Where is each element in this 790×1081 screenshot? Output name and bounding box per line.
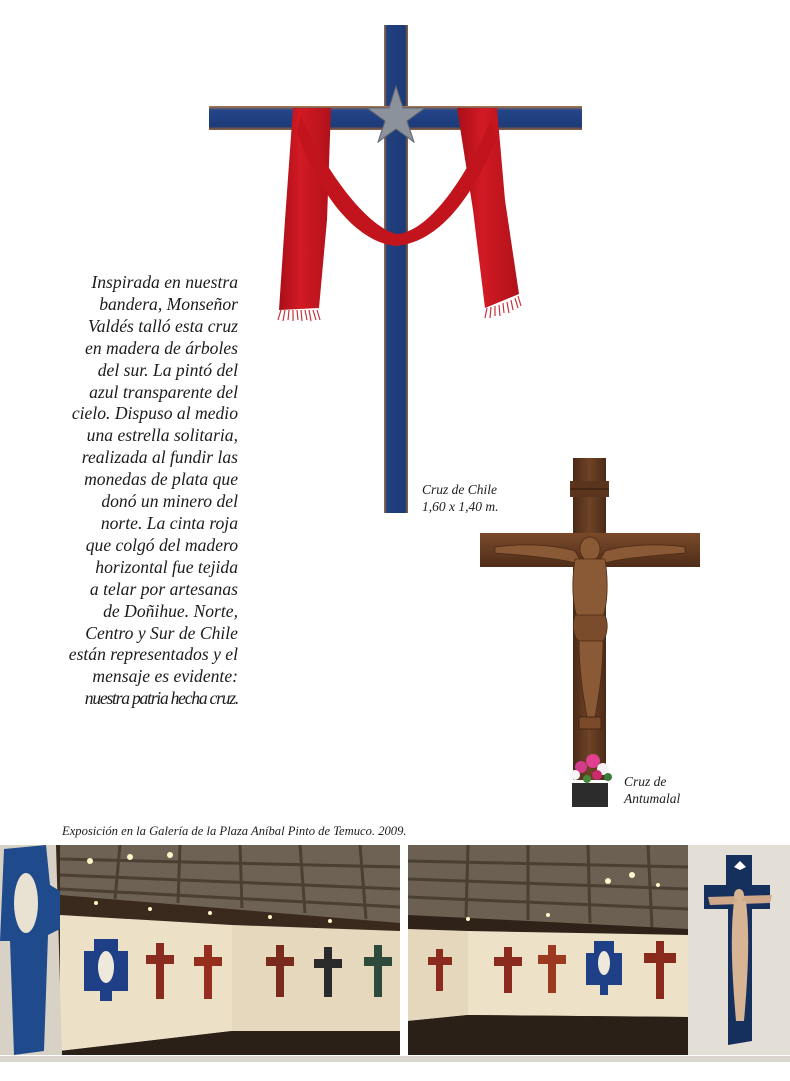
- text-line: nuestra patria hecha cruz.: [84, 688, 238, 709]
- text-line: a telar por artesanas: [89, 578, 238, 599]
- antumalal-crucifix-photo: [475, 455, 705, 815]
- caption-antumalal: [624, 773, 680, 807]
- text-line: realizada al fundir las: [81, 447, 238, 468]
- text-line: en madera de árboles: [85, 337, 238, 358]
- text-line: Inspirada en nuestra: [91, 272, 238, 292]
- caption-line: Cruz de Chile: [422, 482, 498, 497]
- text-line: de Doñihue. Norte,: [103, 600, 238, 621]
- text-line: azul transparente del: [89, 381, 238, 402]
- text-line: bandera, Monseñor: [99, 293, 238, 314]
- caption-line: 1,60 x 1,40 m.: [422, 499, 499, 514]
- gallery-photo-left: [0, 845, 400, 1055]
- text-line: del sur. La pintó del: [97, 359, 238, 380]
- caption-line: Antumalal: [624, 791, 681, 806]
- text-line: Centro y Sur de Chile: [85, 622, 238, 643]
- text-line: horizontal fue tejida: [95, 556, 238, 577]
- bottom-divider: [0, 1056, 790, 1062]
- caption-line: Exposición en la Galería de la Plaza Aníbal Pinto de Temuco. 2009.: [62, 824, 407, 838]
- text-line: que colgó del madero: [85, 534, 238, 555]
- chile-cross-photo: [205, 20, 590, 520]
- text-line: una estrella solitaria,: [86, 425, 238, 446]
- text-line: donó un minero del: [101, 491, 238, 512]
- text-line: monedas de plata que: [84, 469, 238, 490]
- text-line: norte. La cinta roja: [100, 512, 238, 533]
- text-line: están representados y el: [68, 644, 238, 665]
- crucifix-footrest: [579, 717, 601, 729]
- caption-line: Cruz de: [624, 774, 667, 789]
- caption-exposicion: [62, 823, 407, 840]
- gallery-photo-right: [408, 845, 790, 1055]
- text-line: Valdés talló esta cruz: [87, 315, 238, 336]
- text-line: mensaje es evidente:: [92, 666, 238, 687]
- description-text: [40, 272, 238, 710]
- flower-pot: [572, 783, 608, 807]
- text-line: cielo. Dispuso al medio: [71, 403, 238, 424]
